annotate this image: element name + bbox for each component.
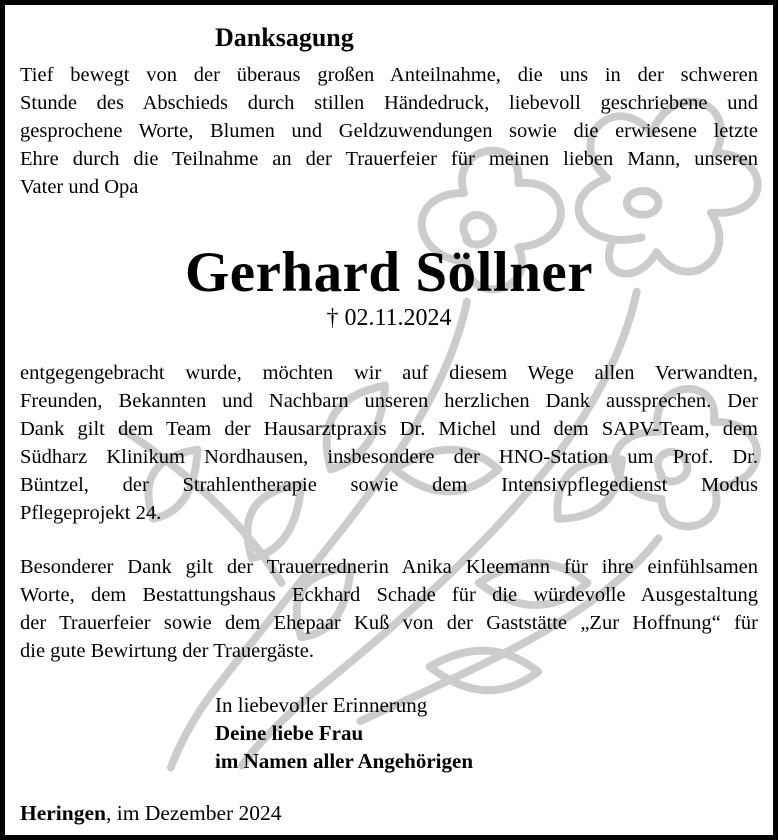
- text-line: Pflegeprojekt 24.: [20, 502, 162, 524]
- notice-content: [5, 5, 773, 835]
- text-line: Besonderer Dank gilt der Trauerrednerin Anika Kleemann für ihre einfühlsamen: [20, 556, 758, 578]
- text-line: Stunde des Abschieds durch stillen Händedruck, liebevoll geschriebene und: [20, 92, 758, 114]
- text-line: entgegengebracht wurde, möchten wir auf diesem Wege allen Verwandten,: [20, 362, 758, 384]
- text-line: Freunden, Bekannten und Nachbarn unseren herzlichen Dank aussprechen. Der: [20, 390, 758, 412]
- closing-signature-line-1: Deine liebe Frau: [215, 721, 364, 745]
- text-line: gesprochene Worte, Blumen und Geldzuwendungen sowie die erwiesene letzte: [20, 120, 758, 142]
- notice-title: Danksagung: [215, 23, 354, 52]
- closing-signature-line-2: im Namen aller Angehörigen: [215, 749, 474, 773]
- text-line: die gute Bewirtung der Trauergäste.: [20, 640, 314, 662]
- death-date: † 02.11.2024: [326, 305, 452, 331]
- text-line: der Trauerfeier sowie dem Ehepaar Kuß von der Gaststätte „Zur Hoffnung“ für: [20, 612, 758, 634]
- text-line: Dank gilt dem Team der Hausarztpraxis Dr. Michel und dem SAPV-Team, dem: [20, 418, 758, 440]
- date-text: , im Dezember 2024: [106, 801, 282, 825]
- text-line: Büntzel, der Strahlentherapie sowie dem Intensivpflegedienst Modus: [20, 474, 758, 496]
- text-line: Ehre durch die Teilnahme an der Trauerfeier für meinen lieben Mann, unseren: [20, 148, 758, 170]
- place-date-line: [20, 799, 758, 827]
- text-line: Vater und Opa: [20, 176, 139, 198]
- text-line: Südharz Klinikum Nordhausen, insbesondere der HNO-Station um Prof. Dr.: [20, 446, 758, 468]
- text-line: Worte, dem Bestattungshaus Eckhard Schade für die würdevolle Ausgestaltung: [20, 584, 758, 606]
- place-name: Heringen: [20, 801, 106, 825]
- closing-memory-line: In liebevoller Erinnerung: [215, 693, 428, 717]
- text-line: Tief bewegt von der überaus großen Anteilnahme, die uns in der schweren: [20, 64, 758, 86]
- deceased-name: Gerhard Söllner: [184, 241, 594, 304]
- special-thanks-paragraph: [20, 553, 758, 665]
- thanks-paragraph: [20, 359, 758, 527]
- closing-block: [20, 691, 758, 775]
- intro-paragraph: [20, 61, 758, 201]
